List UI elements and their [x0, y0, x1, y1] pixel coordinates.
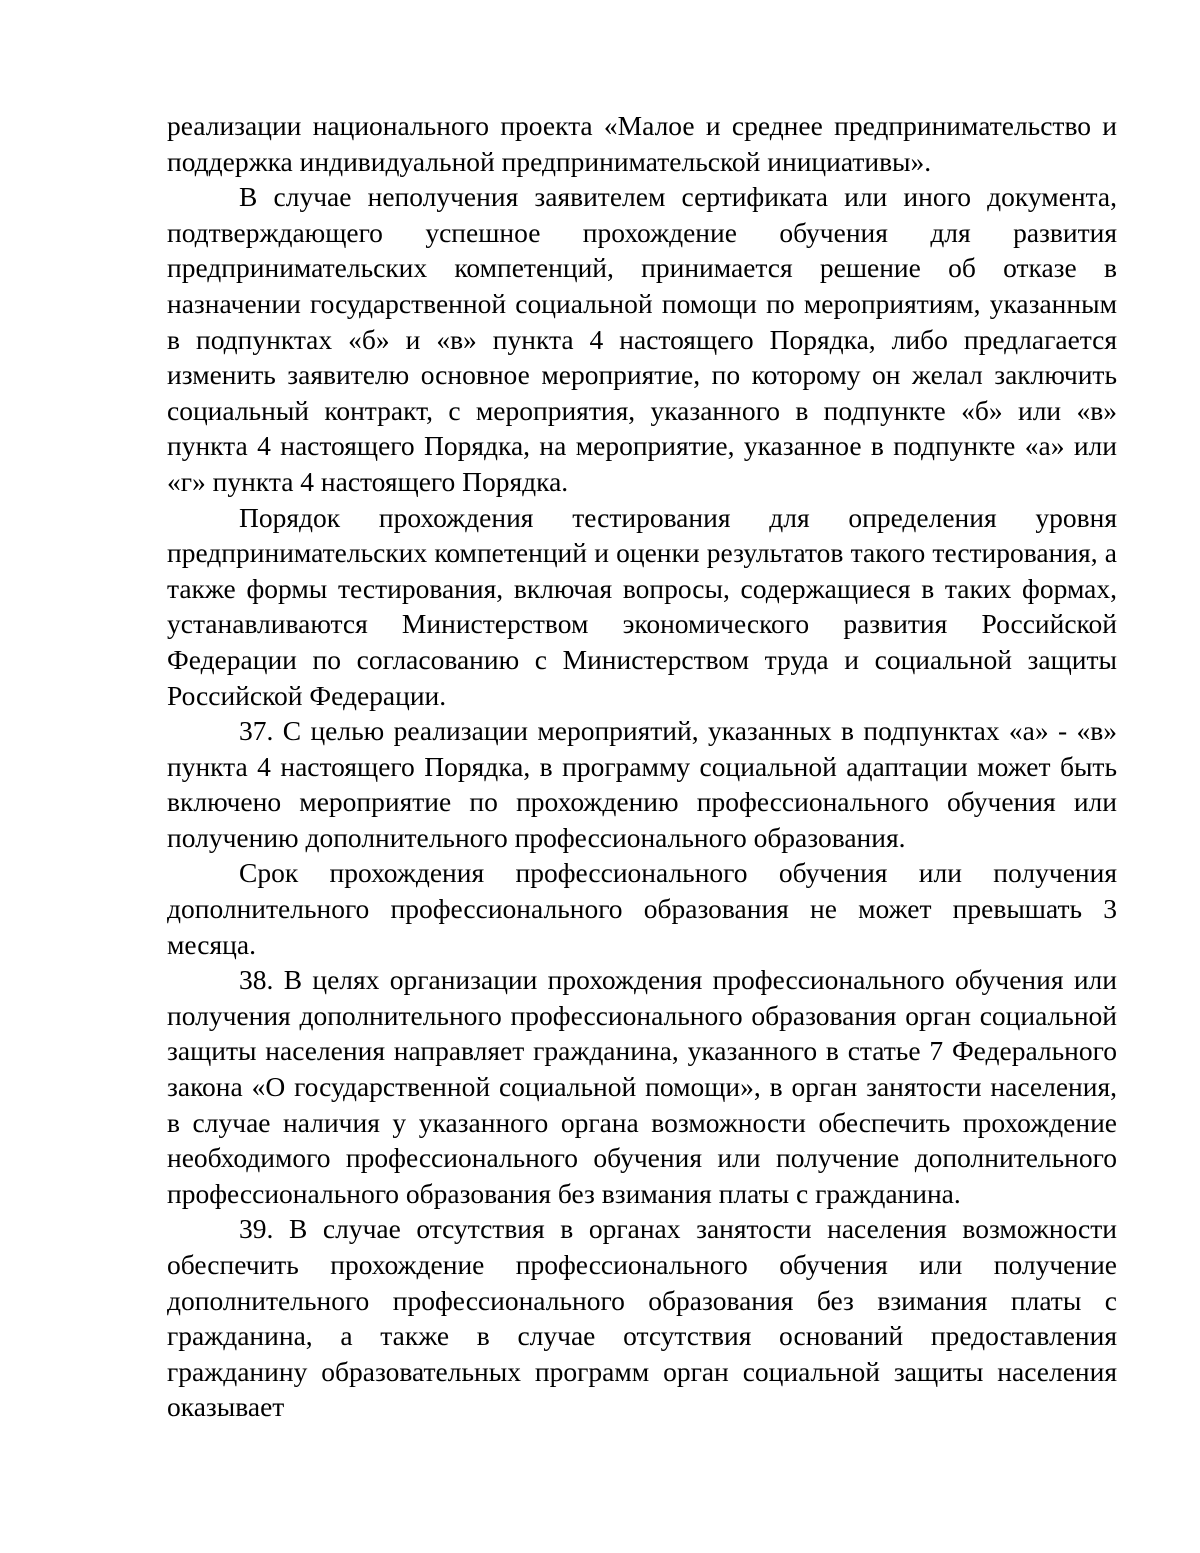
paragraph-testing-procedure: Порядок прохождения тестирования для определения уровня предпринимательских компетенций и оценки результатов такого тестирования, а также формы тестирования, включая вопросы, содержащиеся в таких формах, устанавливаются Министерством экономического развития Российской Федерации по согласованию с Министерством труда и социальной защиты Российской Федерации.: [167, 501, 1117, 711]
paragraph-certificate-refusal: В случае неполучения заявителем сертификата или иного документа, подтверждающего успешное прохождение обучения для развития предпринимательских компетенций, принимается решение об отказе в назначении государственной социальной помощи по мероприятиям, указанным в подпунктах «б» и «в» пункта 4 настоящего Порядка, либо предлагается изменить заявителю основное мероприятие, по которому он желал заключить социальный контракт, с мероприятия, указанного в подпункте «б» или «в» пункта 4 настоящего Порядка, на мероприятие, указанное в подпункте «а» или «г» пункта 4 настоящего Порядка.: [167, 181, 1117, 497]
paragraph-39: 39. В случае отсутствия в органах занятости населения возможности обеспечить прохождение профессионального обучения или получение дополнительного профессионального образования без взимания платы с гражданина, а также в случае отсутствия оснований предоставления гражданину образовательных программ орган социальной защиты населения оказывает: [167, 1213, 1117, 1423]
document-body: [167, 108, 1117, 1425]
paragraph-continuation: реализации национального проекта «Малое и среднее предпринимательство и поддержка индивидуальной предпринимательской инициативы».: [167, 110, 1117, 177]
paragraph-38: 38. В целях организации прохождения профессионального обучения или получения дополнительного профессионального образования орган социальной защиты населения направляет гражданина, указанного в статье 7 Федерального закона «О государственной социальной помощи», в орган занятости населения, в случае наличия у указанного органа возможности обеспечить прохождение необходимого профессионального обучения или получение дополнительного профессионального образования без взимания платы с гражданина.: [167, 964, 1117, 1209]
paragraph-37: 37. С целью реализации мероприятий, указанных в подпунктах «а» - «в» пункта 4 настоящего Порядка, в программу социальной адаптации может быть включено мероприятие по прохождению профессионального обучения или получению дополнительного профессионального образования.: [167, 715, 1117, 853]
paragraph-training-term: Срок прохождения профессионального обучения или получения дополнительного профессионального образования не может превышать 3 месяца.: [167, 857, 1117, 960]
